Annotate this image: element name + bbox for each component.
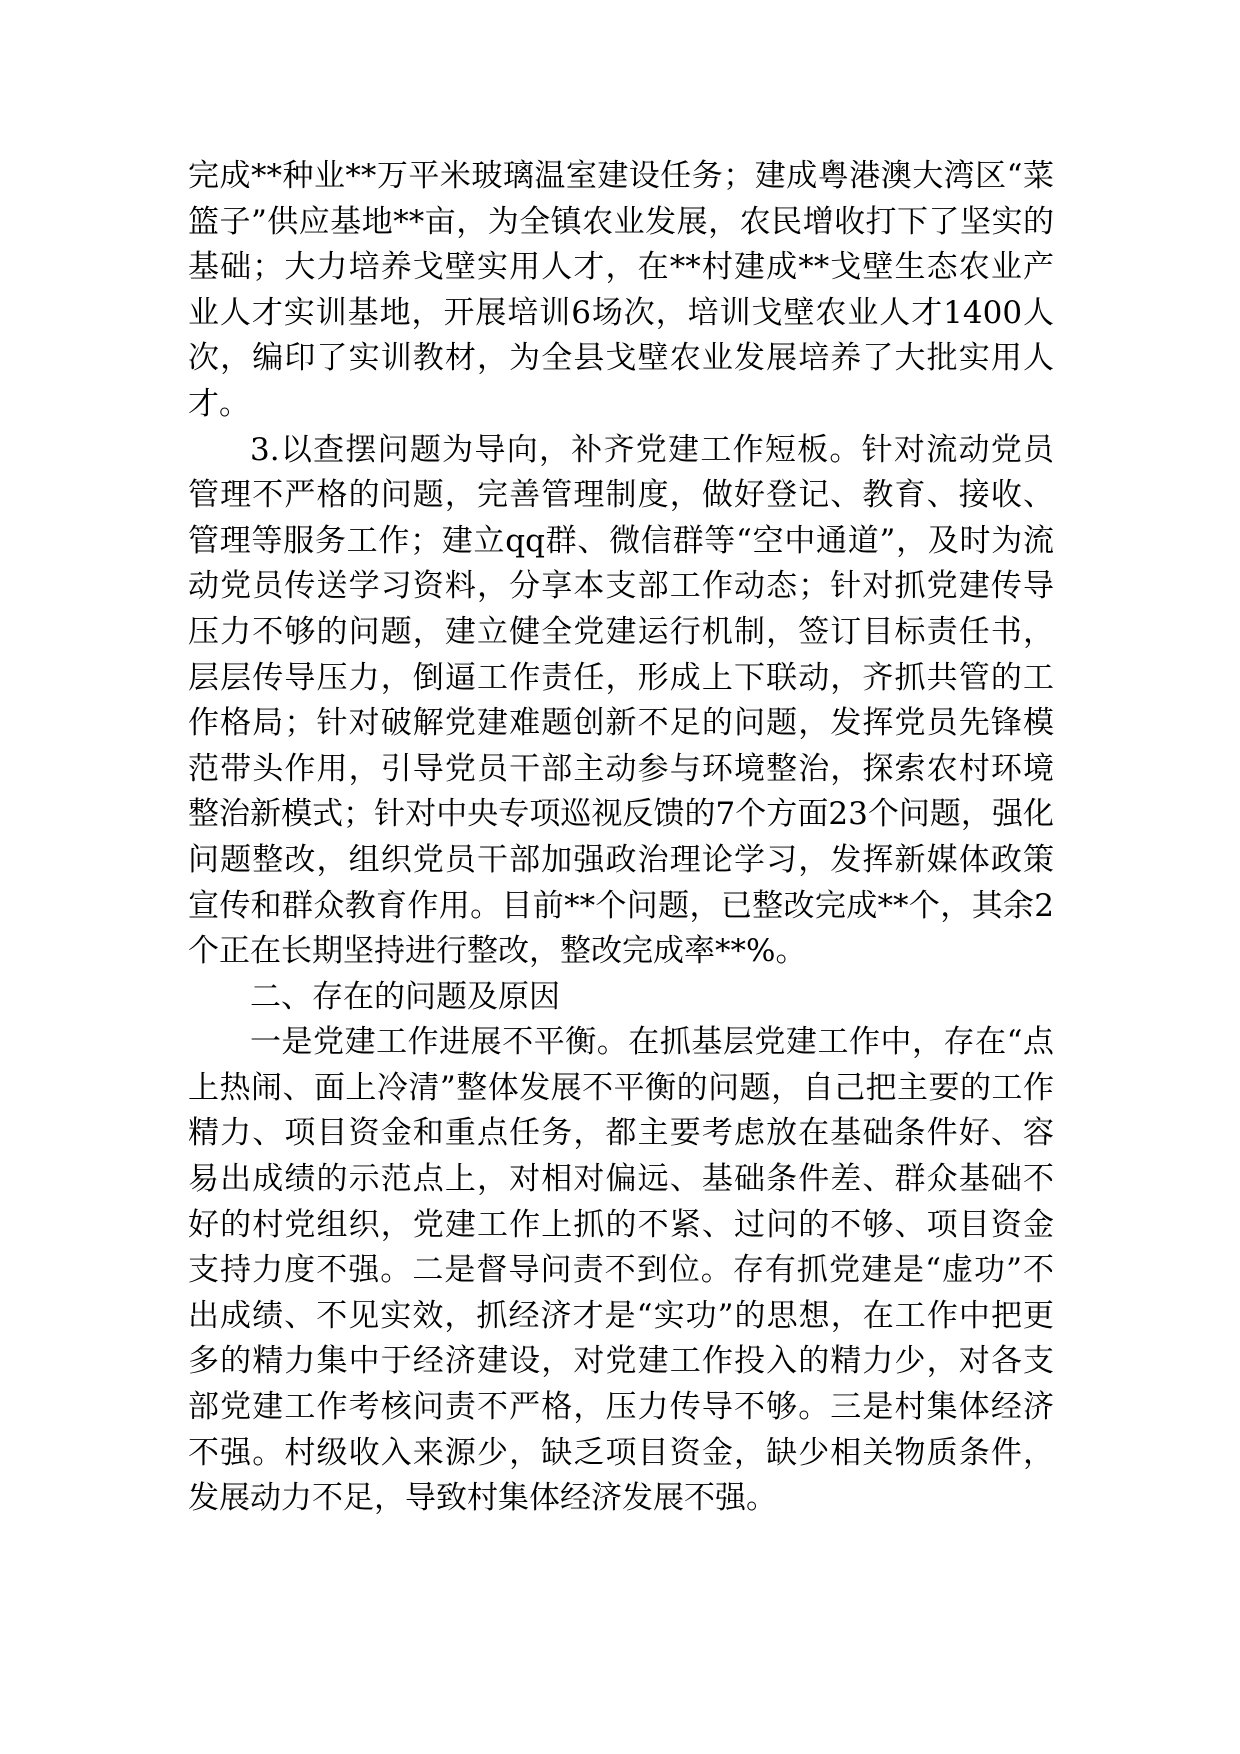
paragraph-greenhouse-achievements: 完成**种业**万平米玻璃温室建设任务；建成粤港澳大湾区“菜篮子”供应基地**亩，为全镇农业发展，农民增收打下了坚实的基础；大力培养戈壁实用人才，在**村建成**戈壁生态农业产业人才实训基地，开展培训6场次，培训戈壁农业人才1400人次，编印了实训教材，为全县戈壁农业发展培养了大批实用人才。: [188, 158, 1054, 422]
paragraph-problem-rectification: 3.以查摆问题为导向，补齐党建工作短板。针对流动党员管理不严格的问题，完善管理制度，做好登记、教育、接收、管理等服务工作；建立qq群、微信群等“空中通道”，及时为流动党员传送学习资料，分享本支部工作动态；针对抓党建传导压力不够的问题，建立健全党建运行机制，签订目标责任书，层层传导压力，倒逼工作责任，形成上下联动，齐抓共管的工作格局；针对破解党建难题创新不足的问题，发挥党员先锋模范带头作用，引导党员干部主动参与环境整治，探索农村环境整治新模式；针对中央专项巡视反馈的7个方面23个问题，强化问题整改，组织党员干部加强政治理论学习，发挥新媒体政策宣传和群众教育作用。目前**个问题，已整改完成**个，其余2个正在长期坚持进行整改，整改完成率**%。: [188, 431, 1054, 970]
document-body: [188, 154, 1054, 1522]
paragraph-problems-detail: 一是党建工作进展不平衡。在抓基层党建工作中，存在“点上热闹、面上冷清”整体发展不平衡的问题，自己把主要的工作精力、项目资金和重点任务，都主要考虑放在基础条件好、容易出成绩的示范点上，对相对偏远、基础条件差、群众基础不好的村党组织，党建工作上抓的不紧、过问的不够、项目资金支持力度不强。二是督导问责不到位。存有抓党建是“虚功”不出成绩、不见实效，抓经济才是“实功”的思想，在工作中把更多的精力集中于经济建设，对党建工作投入的精力少，对各支部党建工作考核问责不严格，压力传导不够。三是村集体经济不强。村级收入来源少，缺乏项目资金，缺少相关物质条件，发展动力不足，导致村集体经济发展不强。: [188, 1024, 1054, 1517]
section-heading-problems-causes: 二、存在的问题及原因: [250, 978, 560, 1015]
